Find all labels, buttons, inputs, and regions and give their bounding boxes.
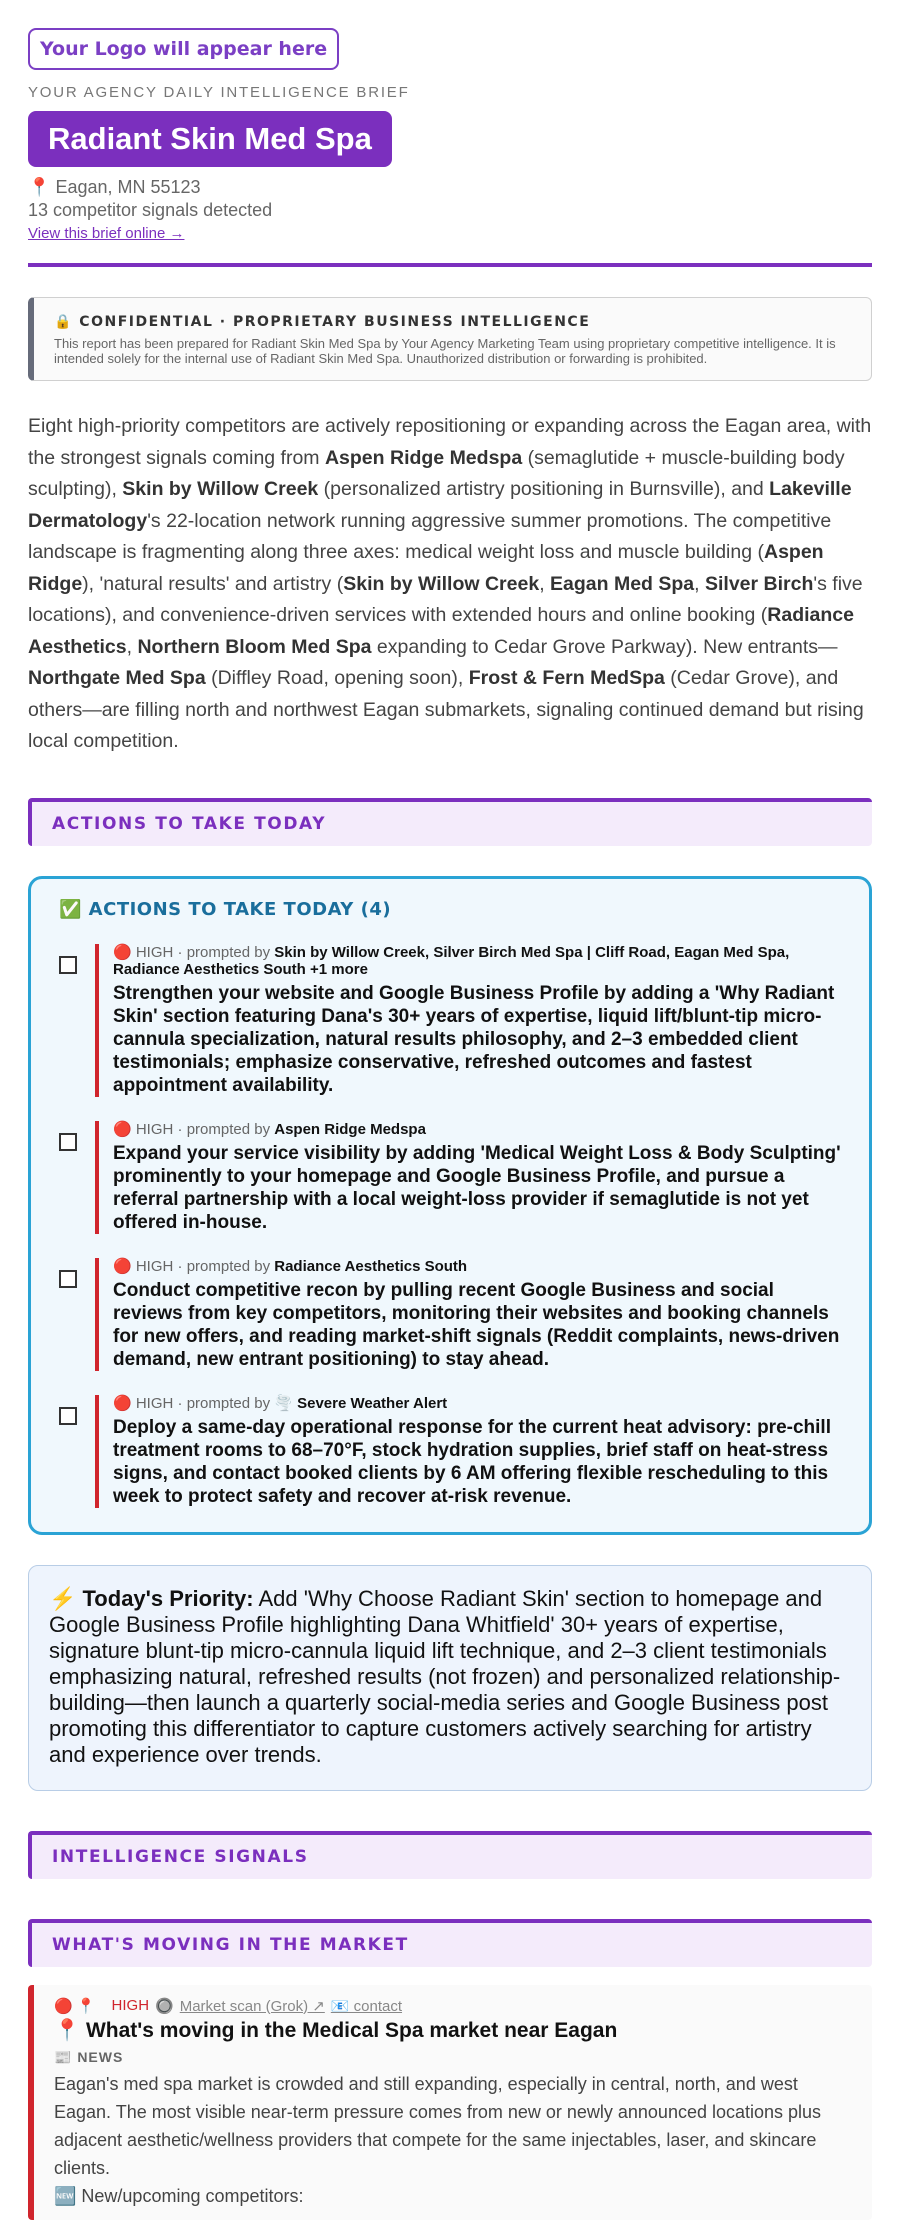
contact-link[interactable]: 📧 contact	[330, 1997, 403, 2015]
action-meta: 🔴 HIGH · prompted by Aspen Ridge Medspa	[113, 1120, 426, 1138]
section-header-actions: ACTIONS TO TAKE TODAY	[28, 798, 872, 846]
action-meta: 🔴 HIGH · prompted by Radiance Aesthetics South	[113, 1257, 468, 1275]
prompted-by: Skin by Willow Creek, Silver Birch Med Spa | Cliff Road, Eagan Med Spa, Radiance Aesthetics South +1 more	[113, 943, 790, 978]
signal-card	[28, 1985, 872, 2220]
competitor-name: Aspen Ridge Medspa	[324, 446, 523, 469]
competitor-name: Skin by Willow Creek	[122, 478, 319, 500]
client-name: Radiant Skin Med Spa	[28, 111, 392, 167]
severity-badge: 🔴 HIGH	[113, 943, 174, 961]
action-text: Expand your service visibility by adding 'Medical Weight Loss & Body Sculpting' prominently to your homepage and Google Business Profile, and pursue a referral partnership with a local weight-loss provider if semaglutide is not yet offered in-house.	[113, 1142, 841, 1233]
competitor-name: Frost & Fern MedSpa	[468, 667, 665, 689]
action-item	[59, 944, 845, 1097]
confidential-title: 🔒 CONFIDENTIAL · PROPRIETARY BUSINESS INTELLIGENCE	[54, 314, 591, 330]
action-checkbox[interactable]	[59, 1133, 77, 1151]
actions-panel	[28, 876, 872, 1535]
signal-subheading: 🆕 New/upcoming competitors:	[54, 2185, 304, 2206]
competitor-name: Eagan Med Spa	[550, 572, 695, 595]
actions-title: ✅ ACTIONS TO TAKE TODAY (4)	[59, 898, 392, 920]
signal-text: Eagan's med spa market is crowded and still expanding, especially in central, north, and west Eagan. The most visible near-term pressure comes from new or newly announced locations plus adjacent aesthetic/wellness providers that compete for the same injectables, laser, and skincare clients.	[54, 2073, 822, 2178]
signals-count: 13 competitor signals detected	[28, 200, 273, 220]
signal-icons: 🔴 📍	[54, 1997, 96, 2015]
section-header-market: WHAT'S MOVING IN THE MARKET	[28, 1919, 872, 1967]
signal-kind: 📰 NEWS	[54, 2048, 124, 2065]
action-body	[95, 1121, 845, 1234]
action-body	[95, 944, 845, 1097]
action-text: Conduct competitive recon by pulling recent Google Business and social reviews from key competitors, monitoring their websites and booking channels for new offers, and reading market-shift signals (Reddit complaints, news-driven demand, new entrant positioning) to stay ahead.	[113, 1279, 840, 1370]
executive-summary: Eight high-priority competitors are actively repositioning or expanding across the Eagan area, with the strongest signals coming from Aspen Ridge Medspa (semaglutide + muscle-building body sculpting), Skin by Willow Creek (personalized artistry positioning in Burnsville), and Lakeville Dermatology's 22-location network running aggressive summer promotions. The competitive landscape is fragmenting along three axes: medical weight loss and muscle building (Aspen Ridge), 'natural results' and artistry (Skin by Willow Creek, Eagan Med Spa, Silver Birch's five locations), and convenience-driven services with extended hours and online booking (Radiance Aesthetics, Northern Bloom Med Spa expanding to Cedar Grove Parkway). New entrants—Northgate Med Spa (Diffley Road, opening soon), Frost & Fern MedSpa (Cedar Grove), and others—are filling north and northwest Eagan submarkets, signaling continued demand but rising local competition.	[28, 415, 872, 752]
pin-icon: 📍	[28, 177, 51, 197]
location-text: Eagan, MN 55123	[55, 177, 201, 197]
competitor-name: Silver Birch	[705, 572, 814, 595]
prompted-by: Radiance Aesthetics South	[274, 1257, 468, 1275]
competitor-name: Northern Bloom Med Spa	[137, 635, 372, 658]
signal-meta	[54, 1997, 852, 2015]
action-meta: 🔴 HIGH · prompted by 🌪️ Severe Weather Alert	[113, 1394, 448, 1412]
competitor-name: Aspen Ridge	[28, 541, 824, 595]
source-link[interactable]: Market scan (Grok) ↗	[179, 1997, 325, 2015]
action-item	[59, 1258, 845, 1371]
prompted-by: 🌪️ Severe Weather Alert	[274, 1394, 448, 1412]
competitor-name: Skin by Willow Creek	[343, 572, 540, 595]
priority-text: Add 'Why Choose Radiant Skin' section to homepage and Google Business Profile highlighting Dana Whitfield' 30+ years of expertise, signature blunt-tip micro-cannula liquid lift technique, and 2–3 client testimonials emphasizing natural, refreshed results (not frozen) and personalized relationship-building—then launch a quarterly social-media series and Google Business post promoting this differentiator to capture customers actively searching for artistry and experience over trends.	[49, 1585, 841, 1767]
location	[28, 177, 872, 198]
header-divider	[28, 263, 872, 267]
action-body	[95, 1258, 845, 1371]
source-icon: 🔘	[155, 1997, 174, 2015]
confidential-notice	[28, 297, 872, 381]
brief-label: YOUR AGENCY DAILY INTELLIGENCE BRIEF	[28, 84, 410, 101]
action-item	[59, 1395, 845, 1508]
view-online-link[interactable]: View this brief online →	[28, 225, 185, 242]
signal-title: 📍 What's moving in the Medical Spa market near Eagan	[54, 2018, 618, 2042]
severity-badge: 🔴 HIGH	[113, 1394, 174, 1412]
action-checkbox[interactable]	[59, 956, 77, 974]
action-text: Deploy a same-day operational response for the current heat advisory: pre-chill treatment rooms to 68–70°F, stock hydration supplies, brief staff on heat-stress signs, and contact booked clients by 6 AM offering flexible rescheduling to this week to protect safety and recover at-risk revenue.	[113, 1416, 831, 1507]
prompted-by: Aspen Ridge Medspa	[274, 1120, 426, 1138]
action-item	[59, 1121, 845, 1234]
action-meta: 🔴 HIGH · prompted by Skin by Willow Creek, Silver Birch Med Spa | Cliff Road, Eagan Med Spa, Radiance Aesthetics South +1 more	[113, 943, 790, 978]
confidential-text: This report has been prepared for Radiant Skin Med Spa by Your Agency Marketing Team using proprietary competitive intelligence. It is intended solely for the internal use of Radiant Skin Med Spa. Unauthorized distribution or forwarding is prohibited.	[54, 336, 836, 366]
action-text: Strengthen your website and Google Business Profile by adding a 'Why Radiant Skin' section featuring Dana's 30+ years of expertise, liquid lift/blunt-tip micro-cannula specialization, natural results philosophy, and 2–3 embedded client testimonials; emphasize conservative, refreshed outcomes and fastest appointment availability.	[113, 982, 835, 1096]
competitor-name: Radiance Aesthetics	[28, 604, 854, 658]
action-checkbox[interactable]	[59, 1407, 77, 1425]
action-body	[95, 1395, 845, 1508]
severity-badge: HIGH	[111, 1997, 150, 2014]
competitor-name: Northgate Med Spa	[28, 667, 206, 689]
action-checkbox[interactable]	[59, 1270, 77, 1288]
section-header-intel: INTELLIGENCE SIGNALS	[28, 1831, 872, 1879]
logo-placeholder: Your Logo will appear here	[28, 28, 339, 70]
competitor-name: Lakeville Dermatology	[28, 478, 852, 532]
priority-label: ⚡ Today's Priority:	[49, 1585, 254, 1611]
severity-badge: 🔴 HIGH	[113, 1120, 174, 1138]
todays-priority	[28, 1565, 872, 1791]
severity-badge: 🔴 HIGH	[113, 1257, 174, 1275]
